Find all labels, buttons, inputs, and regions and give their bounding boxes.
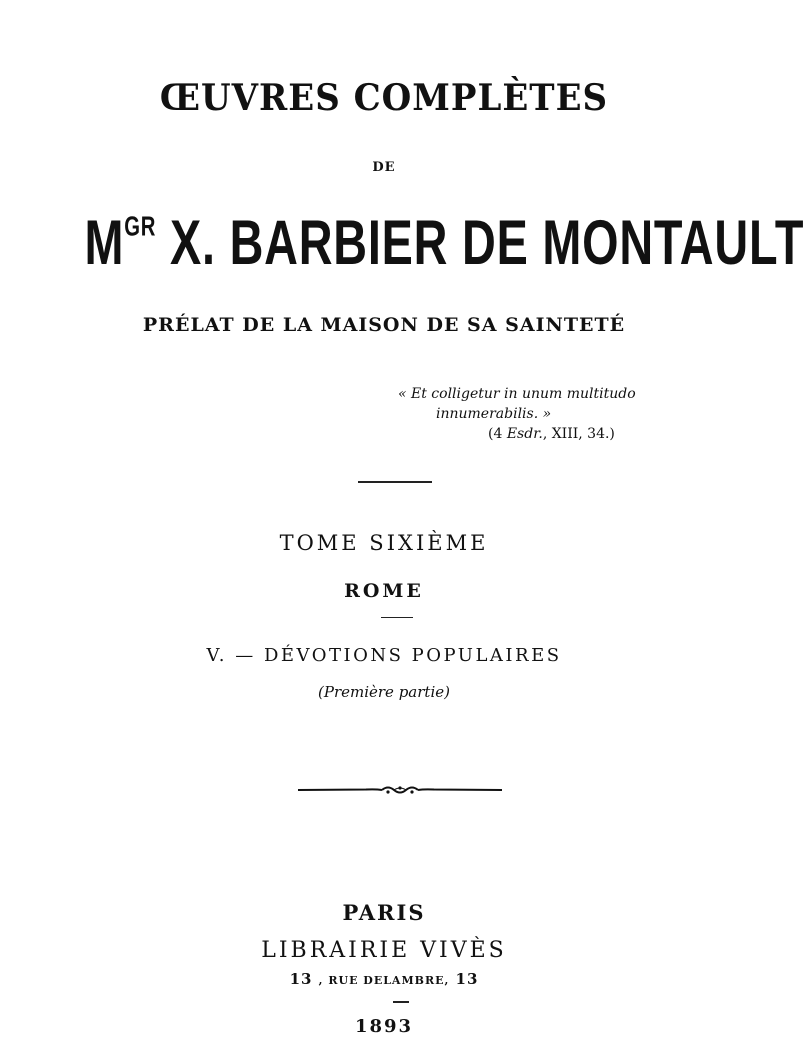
subject-label: ROME: [344, 580, 424, 602]
author-name-line: [84, 206, 804, 278]
author-name: X. BARBIER DE MONTAULT: [170, 207, 804, 278]
ornament-divider-icon: [296, 780, 504, 800]
publisher-name: LIBRAIRIE VIVÈS: [261, 938, 507, 963]
epigraph-reference-prefix: (4: [488, 426, 507, 442]
address-number-2: 13: [455, 970, 479, 988]
address-street: , RUE DELAMBRE,: [318, 974, 450, 987]
separator-rule-3: [393, 1001, 409, 1003]
epigraph-reference-book: Esdr.: [506, 426, 543, 442]
separator-rule-1: [358, 481, 432, 483]
author-prefix: M: [84, 207, 125, 278]
publication-city: PARIS: [342, 900, 426, 925]
volume-label: TOME SIXIÈME: [279, 531, 489, 555]
publication-year: 1893: [354, 1016, 414, 1037]
separator-rule-2: [381, 617, 413, 618]
preposition: DE: [372, 160, 396, 175]
address-number-1: 13: [289, 970, 313, 988]
publisher-address: [0, 970, 768, 988]
epigraph-reference-suffix: , XIII, 34.): [542, 426, 615, 442]
epigraph-line-1: « Et colligetur in unum multitudo: [398, 386, 636, 402]
epigraph-line-2: innumerabilis. »: [436, 406, 552, 422]
author-prefix-sup: GR: [124, 210, 157, 242]
part-label: V. — DÉVOTIONS POPULAIRES: [206, 645, 562, 666]
part-note: (Première partie): [318, 683, 450, 701]
collection-title: ŒUVRES COMPLÈTES: [159, 76, 609, 120]
epigraph: [398, 384, 636, 444]
epigraph-reference: [398, 424, 636, 444]
author-title: PRÉLAT DE LA MAISON DE SA SAINTETÉ: [142, 314, 626, 336]
